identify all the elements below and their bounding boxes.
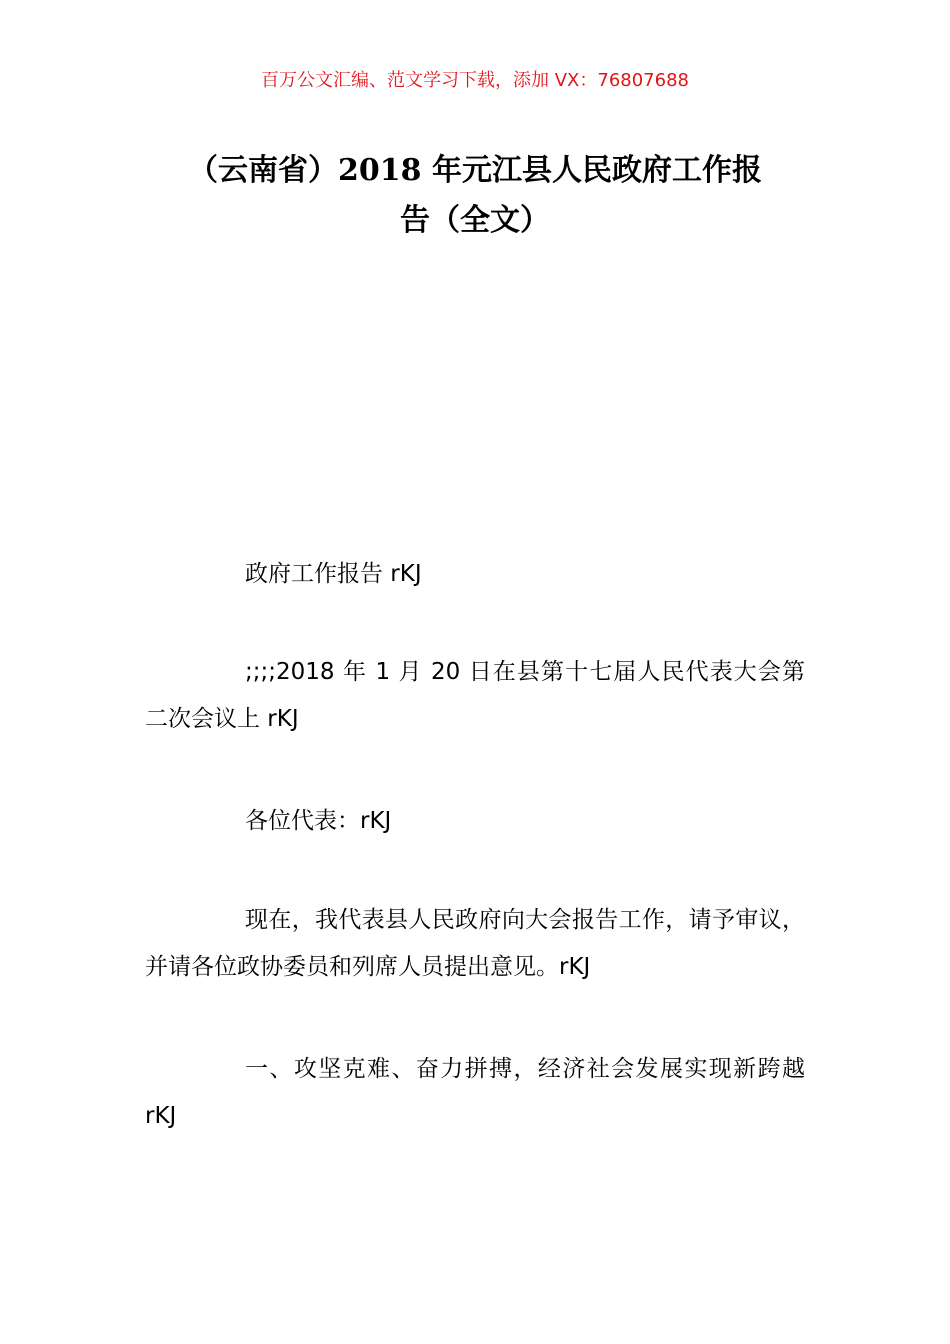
paragraph-line: 审议，并请各位政协委员和列席人员提出意见。rKJ (145, 907, 806, 980)
paragraph-text (145, 649, 805, 743)
paragraph-line: 跨越 rKJ (145, 1056, 806, 1129)
document-title (145, 146, 805, 246)
paragraph-text: 各位代表：rKJ (245, 808, 392, 834)
paragraph-meeting-date (145, 649, 805, 743)
paragraph-text: 政府工作报告 rKJ (245, 561, 422, 587)
header-note: 百万公文汇编、范文学习下载，添加 VX：76807688 (261, 70, 689, 91)
paragraph-salutation (145, 798, 805, 845)
paragraph-text (145, 897, 805, 991)
document-title-line-2: 告（全文） (400, 203, 550, 238)
paragraph-intro (145, 897, 805, 991)
paragraph-line: 现在，我代表县人民政府向大会报告工作，请予 (245, 907, 736, 933)
paragraph-line: 一、攻坚克难、奋力拼搏，经济社会发展实现新 (245, 1056, 758, 1082)
paragraph-line: 第二次会议上 rKJ (145, 659, 805, 732)
paragraph-section-one-heading (145, 1046, 805, 1140)
paragraph-line: ;;;;2018 年 1 月 20 日在县第十七届人民代表大会 (245, 659, 782, 685)
paragraph-report-heading (145, 551, 805, 598)
paragraph-text (145, 1046, 805, 1140)
document-title-line-1: （云南省）2018 年元江县人民政府工作报 (188, 153, 762, 188)
